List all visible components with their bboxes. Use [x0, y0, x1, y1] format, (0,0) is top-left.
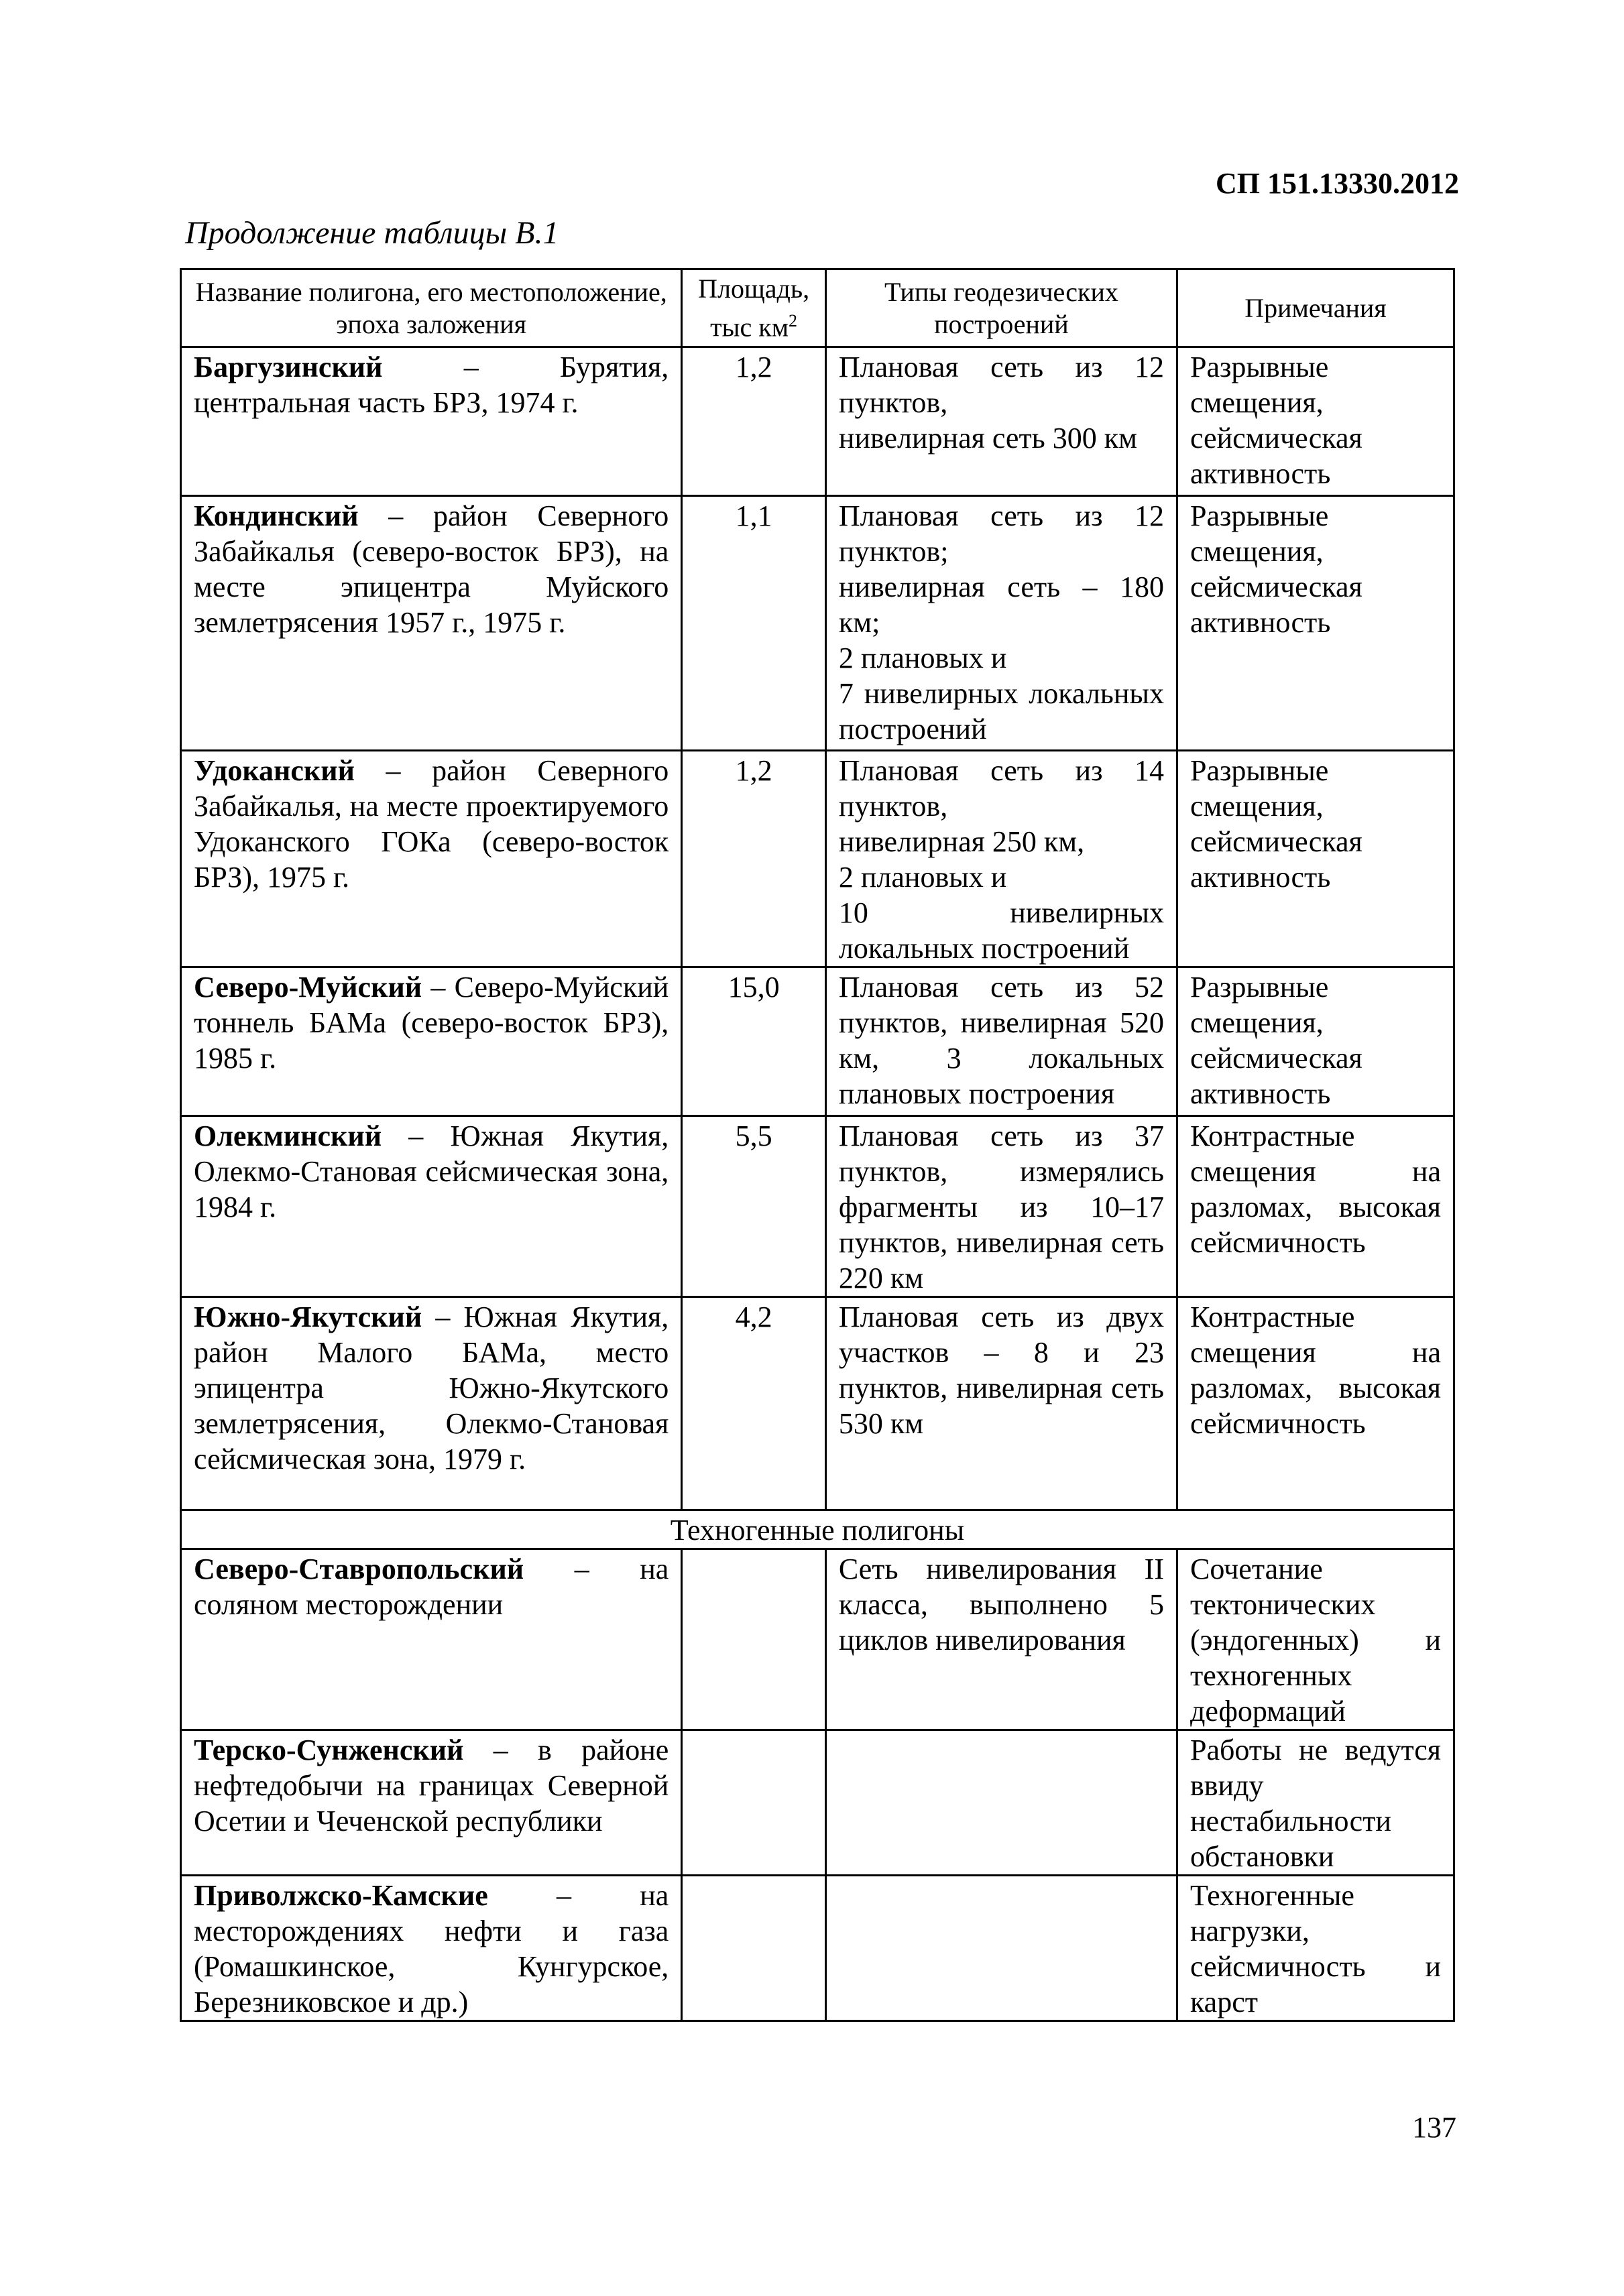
- notes-cell: Контрастные смещения на разломах, высокая сейсмичность: [1177, 1297, 1454, 1510]
- notes-cell: Контрастные смещения на разломах, высокая сейсмичность: [1177, 1116, 1454, 1297]
- polygon-name: Южно-Якутский: [194, 1301, 422, 1334]
- polygon-description: – Южная Якутия, Олекмо-Становая сейсмическая зона, 1984 г.: [194, 1120, 669, 1224]
- survey-type-cell: [825, 1549, 1177, 1730]
- polygon-description: – Северо-Муйский тоннель БАМа (северо-восток БРЗ), 1985 г.: [194, 971, 669, 1075]
- area-cell: [682, 1876, 826, 2021]
- polygon-name-cell: [181, 1297, 682, 1510]
- area-cell: [682, 1730, 826, 1876]
- polygon-description: – на месторождениях нефти и газа (Ромашкинское, Кунгурское, Березниковское и др.): [194, 1879, 669, 2019]
- area-unit-superscript: 2: [789, 311, 798, 330]
- survey-type-line: нивелирная сеть 300 км: [838, 422, 1137, 455]
- survey-type-line: 7 нивелирных локальных построений: [838, 677, 1164, 746]
- column-header-area-text: Площадь, тыс км: [698, 274, 810, 343]
- polygon-name-cell: [181, 1549, 682, 1730]
- area-cell: 5,5: [682, 1116, 826, 1297]
- notes-cell: Работы не ведутся ввиду нестабильности обстановки: [1177, 1730, 1454, 1876]
- survey-type-line: Плановая сеть из 37 пунктов, измерялись фрагменты из 10–17 пунктов, нивелирная сеть 220 км: [838, 1120, 1164, 1295]
- polygon-name: Северо-Муйский: [194, 971, 422, 1004]
- area-cell: 1,2: [682, 751, 826, 967]
- polygon-description: – в районе нефтедобычи на границах Северной Осетии и Чеченской республики: [194, 1734, 669, 1838]
- table-row: [181, 1549, 1454, 1730]
- notes-cell: Разрывные смещения, сейсмическая активность: [1177, 496, 1454, 751]
- column-header-notes: Примечания: [1177, 269, 1454, 347]
- table-row: [181, 1116, 1454, 1297]
- polygon-description: – район Северного Забайкалья (северо-восток БРЗ), на месте эпицентра Муйского землетрясения 1957 г., 1975 г.: [194, 499, 669, 640]
- survey-type-line: нивелирная сеть – 180 км;: [838, 570, 1164, 640]
- area-cell: 4,2: [682, 1297, 826, 1510]
- section-row: [181, 1510, 1454, 1549]
- survey-type-cell: [825, 967, 1177, 1116]
- polygon-name: Терско-Сунженский: [194, 1734, 464, 1767]
- polygon-name-cell: [181, 751, 682, 967]
- survey-type-cell: [825, 496, 1177, 751]
- polygon-name: Баргузинский: [194, 351, 383, 384]
- survey-type-line: Плановая сеть из 12 пунктов;: [838, 499, 1164, 568]
- column-header-name: Название полигона, его местоположение, эпоха заложения: [181, 269, 682, 347]
- survey-type-line: Плановая сеть из 52 пунктов, нивелирная 520 км, 3 локальных плановых построения: [838, 971, 1164, 1111]
- polygon-description: – Бурятия, центральная часть БРЗ, 1974 г.: [194, 351, 669, 420]
- polygon-description: – район Северного Забайкалья, на месте проектируемого Удоканского ГОКа (северо-восток БРЗ), 1975 г.: [194, 754, 669, 894]
- polygon-name: Северо-Ставропольский: [194, 1553, 524, 1586]
- area-cell: 1,2: [682, 347, 826, 496]
- polygon-name-cell: [181, 347, 682, 496]
- area-cell: [682, 1549, 826, 1730]
- polygon-description: – на соляном месторождении: [194, 1553, 669, 1622]
- table-row: [181, 751, 1454, 967]
- table-row: [181, 1297, 1454, 1510]
- survey-type-cell: [825, 1730, 1177, 1876]
- polygon-name: Олекминский: [194, 1120, 382, 1153]
- table-row: [181, 347, 1454, 496]
- polygons-table: [180, 268, 1455, 2022]
- survey-type-line: Сеть нивелирования II класса, выполнено 5 циклов нивелирования: [838, 1553, 1164, 1657]
- table-row: [181, 496, 1454, 751]
- survey-type-line: 2 плановых и: [838, 642, 1007, 675]
- table-row: [181, 967, 1454, 1116]
- notes-cell: Разрывные смещения, сейсмическая активность: [1177, 347, 1454, 496]
- table-row: [181, 1730, 1454, 1876]
- polygon-name: Кондинский: [194, 499, 359, 533]
- section-title: Техногенные полигоны: [181, 1510, 1454, 1549]
- area-cell: 1,1: [682, 496, 826, 751]
- survey-type-cell: [825, 347, 1177, 496]
- notes-cell: Разрывные смещения, сейсмическая активность: [1177, 751, 1454, 967]
- polygon-name-cell: [181, 496, 682, 751]
- survey-type-cell: [825, 1116, 1177, 1297]
- survey-type-cell: [825, 751, 1177, 967]
- page-number: 137: [1412, 2111, 1456, 2144]
- column-header-type: Типы геодезических построений: [825, 269, 1177, 347]
- survey-type-line: Плановая сеть из 14 пунктов,: [838, 754, 1164, 823]
- notes-cell: Сочетание тектонических (эндогенных) и техногенных деформаций: [1177, 1549, 1454, 1730]
- document-code: СП 151.13330.2012: [1216, 167, 1459, 200]
- table-caption: Продолжение таблицы В.1: [185, 215, 559, 251]
- polygon-description: – Южная Якутия, район Малого БАМа, место эпицентра Южно-Якутского землетрясения, Олекмо-Становая сейсмическая зона, 1979 г.: [194, 1301, 669, 1476]
- table-row: [181, 1876, 1454, 2021]
- area-cell: 15,0: [682, 967, 826, 1116]
- survey-type-line: 10 нивелирных локальных построений: [838, 896, 1164, 965]
- survey-type-line: Плановая сеть из 12 пунктов,: [838, 351, 1164, 420]
- survey-type-line: нивелирная 250 км,: [838, 825, 1085, 859]
- survey-type-cell: [825, 1876, 1177, 2021]
- survey-type-cell: [825, 1297, 1177, 1510]
- polygon-name: Приволжско-Камские: [194, 1879, 488, 1913]
- polygon-name-cell: [181, 1730, 682, 1876]
- table-header-row: [181, 269, 1454, 347]
- survey-type-line: 2 плановых и: [838, 861, 1007, 894]
- polygon-name: Удоканский: [194, 754, 355, 788]
- survey-type-line: Плановая сеть из двух участков – 8 и 23 пунктов, нивелирная сеть 530 км: [838, 1301, 1164, 1441]
- notes-cell: Разрывные смещения, сейсмическая активность: [1177, 967, 1454, 1116]
- polygon-name-cell: [181, 1876, 682, 2021]
- column-header-area: [682, 269, 826, 347]
- polygon-name-cell: [181, 967, 682, 1116]
- notes-cell: Техногенные нагрузки, сейсмичность и карст: [1177, 1876, 1454, 2021]
- polygon-name-cell: [181, 1116, 682, 1297]
